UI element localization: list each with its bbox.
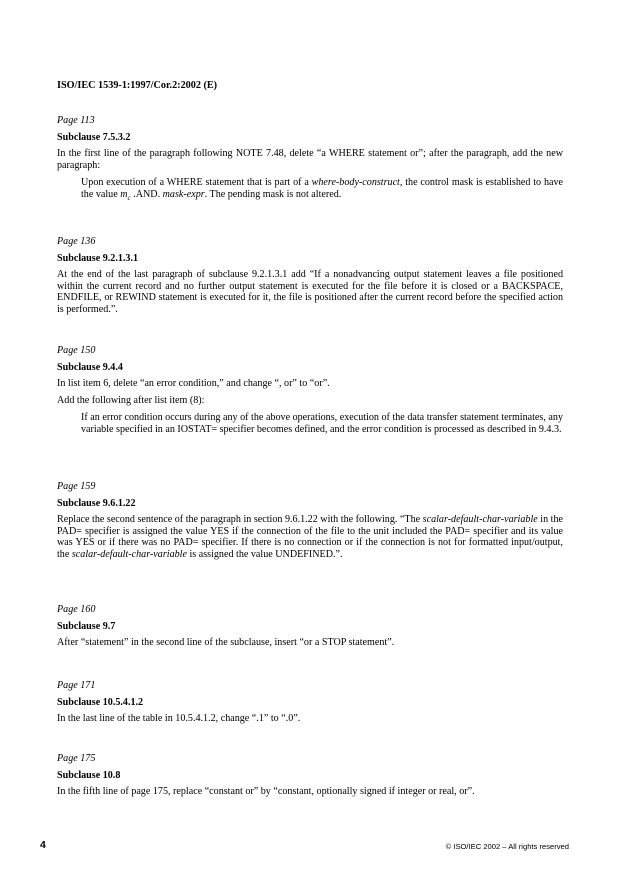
correction-text-part: Replace the second sentence of the paragraph in section 9.6.1.22 with the following. “The xyxy=(57,514,423,525)
correction-text: In list item 6, delete “an error condition,” and change “, or” to “or”. xyxy=(57,378,330,389)
copyright-notice: © ISO/IEC 2002 – All rights reserved xyxy=(445,842,569,851)
correction-page-113 xyxy=(57,115,563,204)
page-reference: Page 113 xyxy=(57,115,95,126)
correction-text: In the fifth line of page 175, replace “constant or” by “constant, optionally signed if integer or real, or”. xyxy=(57,786,475,797)
subclause-heading: Subclause 9.6.1.22 xyxy=(57,497,136,509)
page-reference: Page 175 xyxy=(57,753,96,764)
page-reference: Page 160 xyxy=(57,604,96,615)
inserted-paragraph xyxy=(81,177,563,204)
page-reference: Page 136 xyxy=(57,236,96,247)
correction-page-159 xyxy=(57,481,563,560)
subclause-heading: Subclause 9.4.4 xyxy=(57,361,123,373)
correction-text xyxy=(57,514,563,560)
correction-text: In the last line of the table in 10.5.4.1.2, change “.1” to “.0”. xyxy=(57,713,301,724)
subclause-heading: Subclause 9.7 xyxy=(57,620,116,632)
subclause-heading: Subclause 10.8 xyxy=(57,769,121,781)
correction-term: scalar-default-char-variable xyxy=(422,514,538,525)
correction-page-160 xyxy=(57,604,563,649)
correction-text: After “statement” in the second line of the subclause, insert “or a STOP statement”. xyxy=(57,637,395,648)
correction-text: Add the following after list item (8): xyxy=(57,394,205,406)
subclause-heading: Subclause 7.5.3.2 xyxy=(57,131,131,143)
document-header: ISO/IEC 1539-1:1997/Cor.2:2002 (E) xyxy=(57,80,218,91)
quote-text: . The pending mask is not altered. xyxy=(204,188,342,200)
subclause-heading: Subclause 10.5.4.1.2 xyxy=(57,696,144,708)
subclause-heading: Subclause 9.2.1.3.1 xyxy=(57,252,139,264)
correction-page-136 xyxy=(57,236,563,315)
quote-text: .AND. xyxy=(130,188,163,200)
correction-page-171 xyxy=(57,680,563,725)
correction-text: At the end of the last paragraph of subclause 9.2.1.3.1 add “If a nonadvancing output statement leaves a file positioned within the current record and no further output statement is executed for the file before it is closed or a BACKSPACE, ENDFILE, or REWIND statement is executed for it, the file is positioned after the current record before the specified action is performed.”. xyxy=(57,269,563,315)
correction-page-175 xyxy=(57,753,563,798)
correction-term: scalar-default-char-variable xyxy=(71,548,187,560)
quote-text: Upon execution of a WHERE statement that is part of a xyxy=(81,177,312,188)
quote-term: where-body-construct xyxy=(311,177,400,188)
page-reference: Page 159 xyxy=(57,481,96,492)
inserted-paragraph: If an error condition occurs during any of the above operations, execution of the data transfer statement terminates, any variable specified in an IOSTAT= specifier becomes defined, and the error condition is processed as described in 9.4.3. xyxy=(81,412,563,435)
quote-expression: mask-expr xyxy=(162,188,205,200)
correction-text-part: is assigned the value UNDEFINED.”. xyxy=(186,548,343,560)
page-footer xyxy=(40,840,569,852)
page-number: 4 xyxy=(40,839,46,851)
page-reference: Page 171 xyxy=(57,680,96,691)
quote-subscript: c xyxy=(127,193,131,202)
correction-page-150 xyxy=(57,345,563,435)
page-reference: Page 150 xyxy=(57,345,96,356)
quote-text: , the control mask is established to have the value xyxy=(81,177,563,200)
correction-text: In the first line of the paragraph following NOTE 7.48, delete “a WHERE statement or”; after the paragraph, add the new paragraph: xyxy=(57,148,563,171)
correction-text-part: in the PAD= specifier is assigned the value YES if the connection of the file to the unit included the PAD= specifier and its value was YES or if there was no PAD= specifier. If there is no connection or if the connection is not for formatted input/output, the xyxy=(57,514,564,560)
quote-variable: m xyxy=(120,188,128,200)
